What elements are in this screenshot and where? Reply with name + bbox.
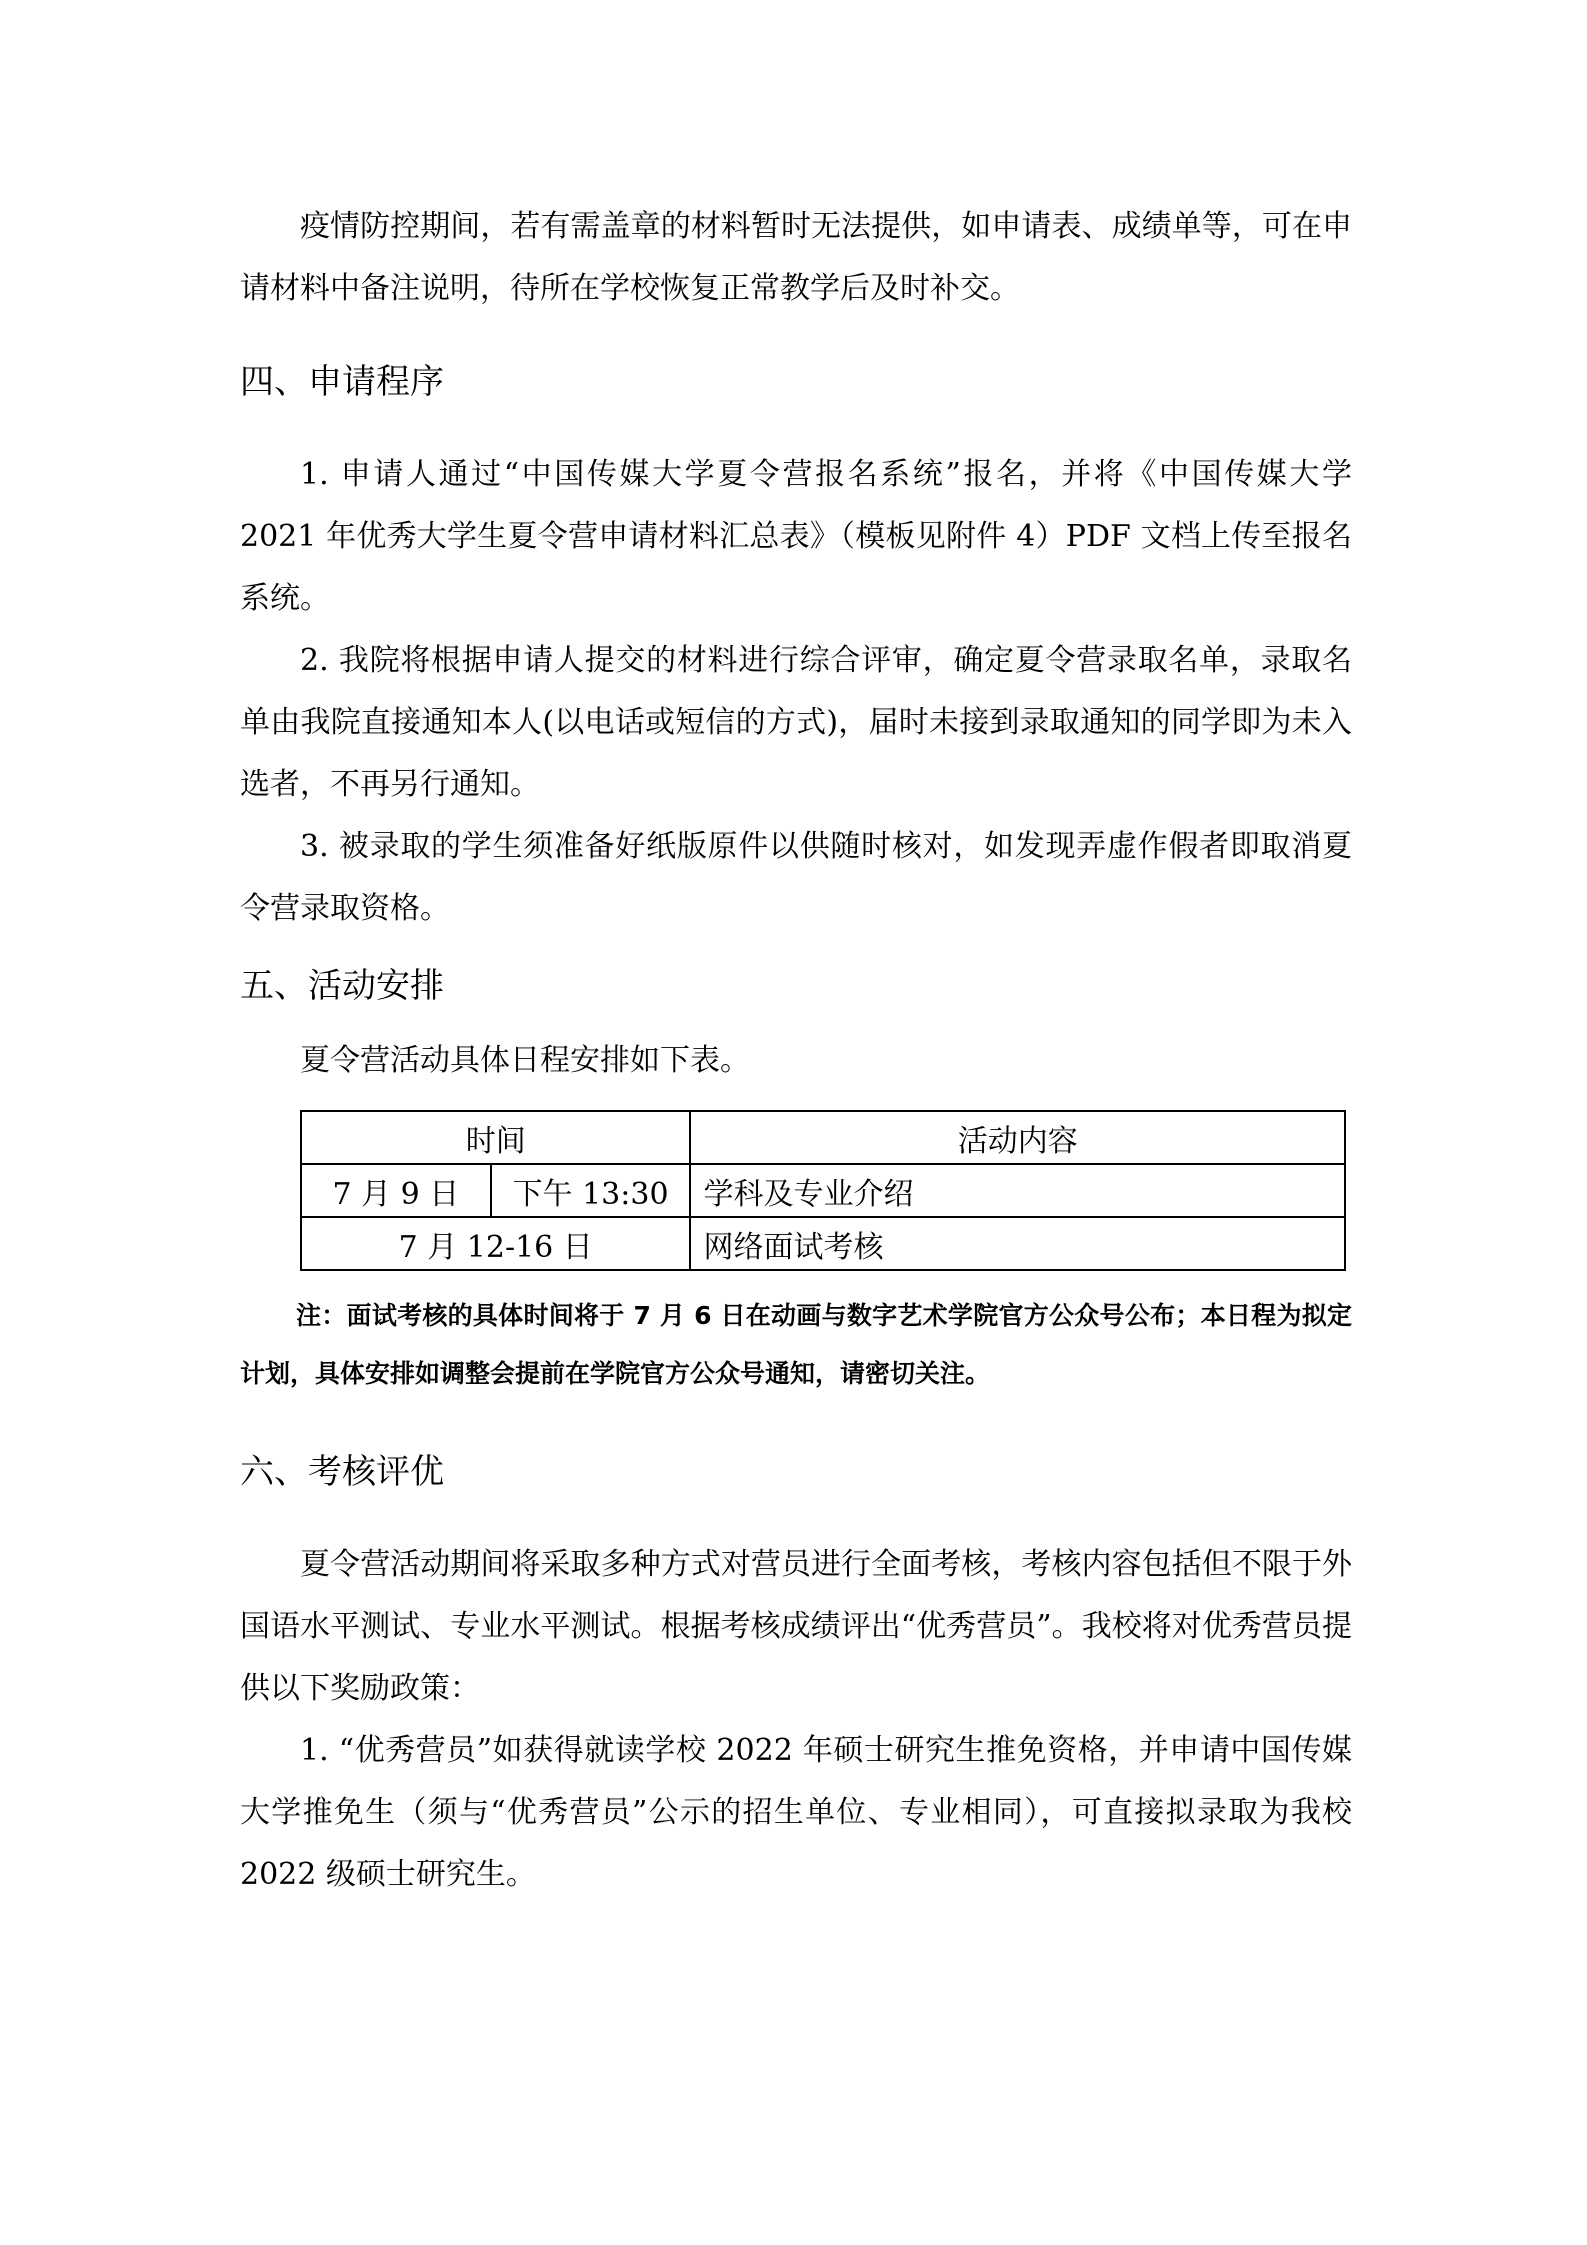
table-cell-content: 学科及专业介绍 <box>690 1164 1345 1217</box>
schedule-note: 注：面试考核的具体时间将于 7 月 6 日在动画与数字艺术学院官方公众号公布；本日程为拟定计划，具体安排如调整会提前在学院官方公众号通知，请密切关注。 <box>240 1301 1352 1388</box>
table-cell-date: 7 月 12-16 日 <box>301 1217 690 1270</box>
table-header-content: 活动内容 <box>690 1111 1345 1164</box>
evaluation-item-1: 1. “优秀营员”如获得就读学校 2022 年硕士研究生推免资格，并申请中国传媒大学推免生（须与“优秀营员”公示的招生单位、专业相同），可直接拟录取为我校 2022 级硕士研究生。 <box>240 1733 1352 1892</box>
table-row <box>301 1217 1345 1270</box>
table-cell-time: 下午 13:30 <box>491 1164 691 1217</box>
table-header-time: 时间 <box>301 1111 690 1164</box>
table-header-row <box>301 1111 1345 1164</box>
evaluation-paragraph: 夏令营活动期间将采取多种方式对营员进行全面考核，考核内容包括但不限于外国语水平测试、专业水平测试。根据考核成绩评出“优秀营员”。我校将对优秀营员提供以下奖励政策： <box>240 1547 1352 1706</box>
schedule-table <box>300 1110 1346 1271</box>
procedure-item-1: 1. 申请人通过“中国传媒大学夏令营报名系统”报名，并将《中国传媒大学 2021 年优秀大学生夏令营申请材料汇总表》（模板见附件 4）PDF 文档上传至报名系统。 <box>240 457 1352 616</box>
procedure-item-2: 2. 我院将根据申请人提交的材料进行综合评审，确定夏令营录取名单，录取名单由我院直接通知本人(以电话或短信的方式)，届时未接到录取通知的同学即为未入选者，不再另行通知。 <box>240 643 1352 802</box>
table-cell-date: 7 月 9 日 <box>301 1164 491 1217</box>
section-heading-activity-schedule: 五、活动安排 <box>240 966 444 1006</box>
section-heading-evaluation: 六、考核评优 <box>240 1452 444 1492</box>
procedure-item-3: 3. 被录取的学生须准备好纸版原件以供随时核对，如发现弄虚作假者即取消夏令营录取资格。 <box>240 829 1352 926</box>
table-cell-content: 网络面试考核 <box>690 1217 1345 1270</box>
schedule-intro: 夏令营活动具体日程安排如下表。 <box>300 1043 750 1078</box>
table-row <box>301 1164 1345 1217</box>
intro-paragraph: 疫情防控期间，若有需盖章的材料暂时无法提供，如申请表、成绩单等，可在申请材料中备注说明，待所在学校恢复正常教学后及时补交。 <box>240 209 1352 306</box>
section-heading-application-procedure: 四、申请程序 <box>240 362 444 402</box>
